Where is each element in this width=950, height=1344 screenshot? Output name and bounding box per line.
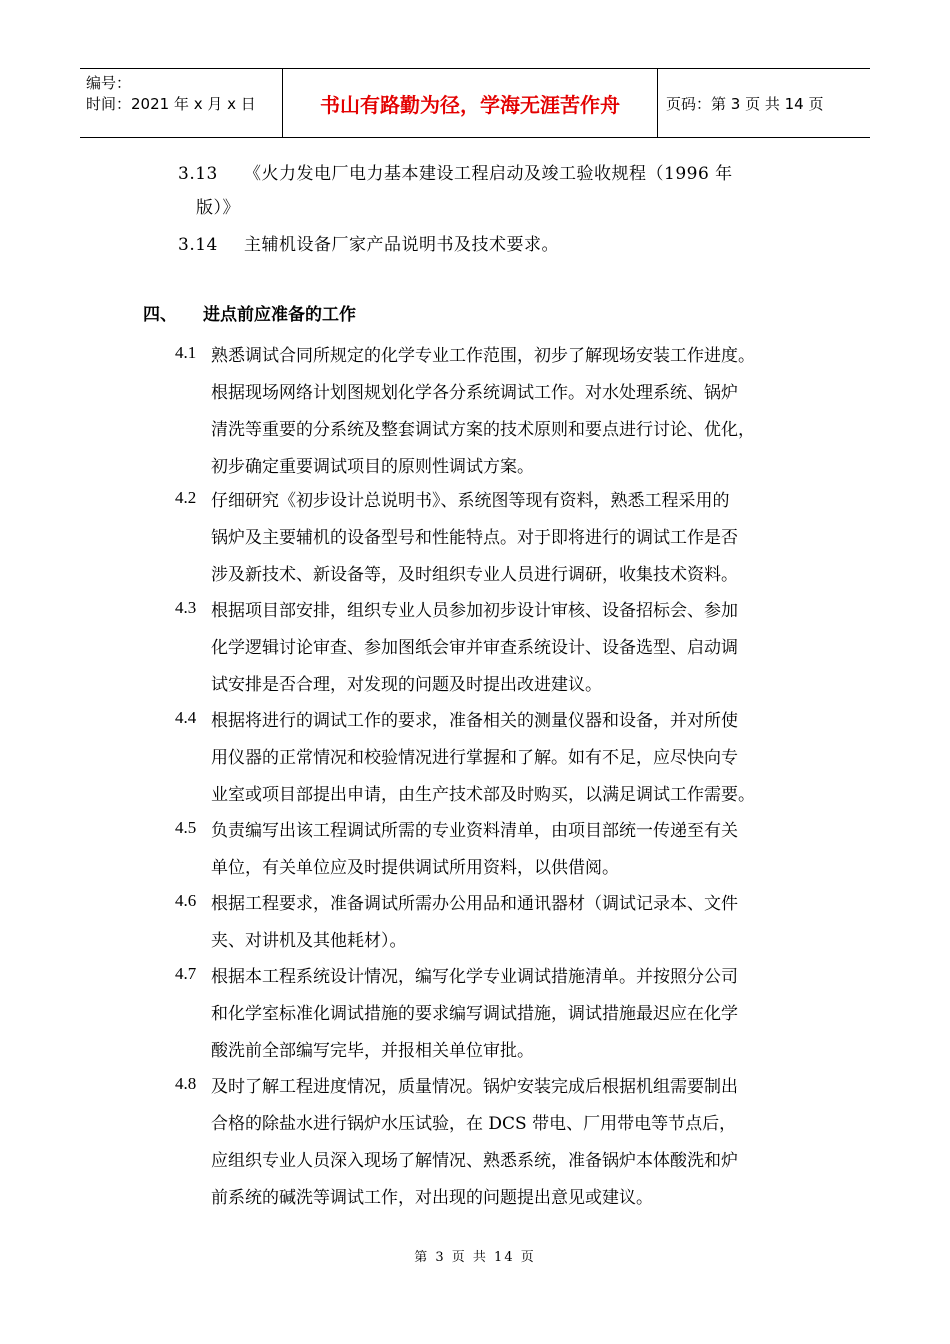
item-text-line: 根据工程要求，准备调试所需办公用品和通讯器材（调试记录本、文件: [211, 894, 738, 914]
header-motto: 书山有路勤为径，学海无涯苦作舟: [282, 69, 658, 137]
item-number: 4.2: [175, 488, 197, 507]
item-text-line: 用仪器的正常情况和校验情况进行掌握和了解。如有不足，应尽快向专: [211, 748, 738, 768]
header-page-label: 页码：第 3 页 共 14 页: [666, 94, 824, 113]
item-number: 4.8: [175, 1074, 197, 1093]
item-text-line: 和化学室标准化调试措施的要求编写调试措施，调试措施最迟应在化学: [211, 1004, 738, 1024]
item-text-line: 清洗等重要的分系统及整套调试方案的技术原则和要点进行讨论、优化，: [211, 420, 755, 440]
item-text-line: 仔细研究《初步设计总说明书》、系统图等现有资料，熟悉工程采用的: [211, 491, 730, 511]
date-label: 时间：2021 年 x 月 x 日: [86, 95, 256, 113]
item-text-line: 业室或项目部提出申请，由生产技术部及时购买，以满足调试工作需要。: [211, 785, 755, 805]
page-header: [80, 68, 870, 138]
code-label: 编号：: [86, 74, 132, 92]
item-text-line: 单位，有关单位应及时提供调试所用资料，以供借阅。: [211, 858, 619, 878]
header-meta: [80, 69, 282, 137]
reference-text: 版）》: [196, 198, 240, 218]
item-number: 4.5: [175, 818, 197, 837]
item-number: 4.1: [175, 343, 197, 362]
item-text-line: 前系统的碱洗等调试工作，对出现的问题提出意见或建议。: [211, 1188, 653, 1208]
item-text-line: 及时了解工程进度情况，质量情况。锅炉安装完成后根据机组需要制出: [211, 1077, 738, 1097]
reference-text: 《火力发电厂电力基本建设工程启动及竣工验收规程（1996 年: [244, 164, 733, 184]
reference-number: 3.14: [178, 235, 218, 255]
item-text-line: 熟悉调试合同所规定的化学专业工作范围，初步了解现场安装工作进度。: [211, 346, 755, 366]
item-text-line: 合格的除盐水进行锅炉水压试验，在 DCS 带电、厂用带电等节点后，: [211, 1114, 737, 1134]
item-text-line: 夹、对讲机及其他耗材）。: [211, 931, 407, 951]
item-text-line: 涉及新技术、新设备等，及时组织专业人员进行调研，收集技术资料。: [211, 565, 738, 585]
item-text-line: 负责编写出该工程调试所需的专业资料清单，由项目部统一传递至有关: [211, 821, 738, 841]
item-text-line: 酸洗前全部编写完毕，并报相关单位审批。: [211, 1041, 534, 1061]
item-text-line: 试安排是否合理，对发现的问题及时提出改进建议。: [211, 675, 602, 695]
page-footer: 第 3 页 共 14 页: [414, 1250, 536, 1265]
item-text-line: 根据项目部安排，组织专业人员参加初步设计审核、设备招标会、参加: [211, 601, 738, 621]
item-text-line: 根据本工程系统设计情况，编写化学专业调试措施清单。并按照分公司: [211, 967, 738, 987]
reference-text: 主辅机设备厂家产品说明书及技术要求。: [244, 235, 559, 255]
item-number: 4.4: [175, 708, 197, 727]
item-text-line: 锅炉及主要辅机的设备型号和性能特点。对于即将进行的调试工作是否: [211, 528, 738, 548]
section-heading: 进点前应准备的工作: [203, 305, 356, 325]
item-text-line: 初步确定重要调试项目的原则性调试方案。: [211, 457, 534, 477]
reference-number: 3.13: [178, 164, 218, 184]
item-text-line: 根据将进行的调试工作的要求，准备相关的测量仪器和设备，并对所使: [211, 711, 738, 731]
item-text-line: 化学逻辑讨论审查、参加图纸会审并审查系统设计、设备选型、启动调: [211, 638, 738, 658]
section-number: 四、: [143, 305, 177, 325]
item-text-line: 应组织专业人员深入现场了解情况、熟悉系统，准备锅炉本体酸洗和炉: [211, 1151, 738, 1171]
section-title: [143, 300, 356, 325]
item-text-line: 根据现场网络计划图规划化学各分系统调试工作。对水处理系统、锅炉: [211, 383, 738, 403]
item-number: 4.6: [175, 891, 197, 910]
item-number: 4.7: [175, 964, 197, 983]
item-number: 4.3: [175, 598, 197, 617]
